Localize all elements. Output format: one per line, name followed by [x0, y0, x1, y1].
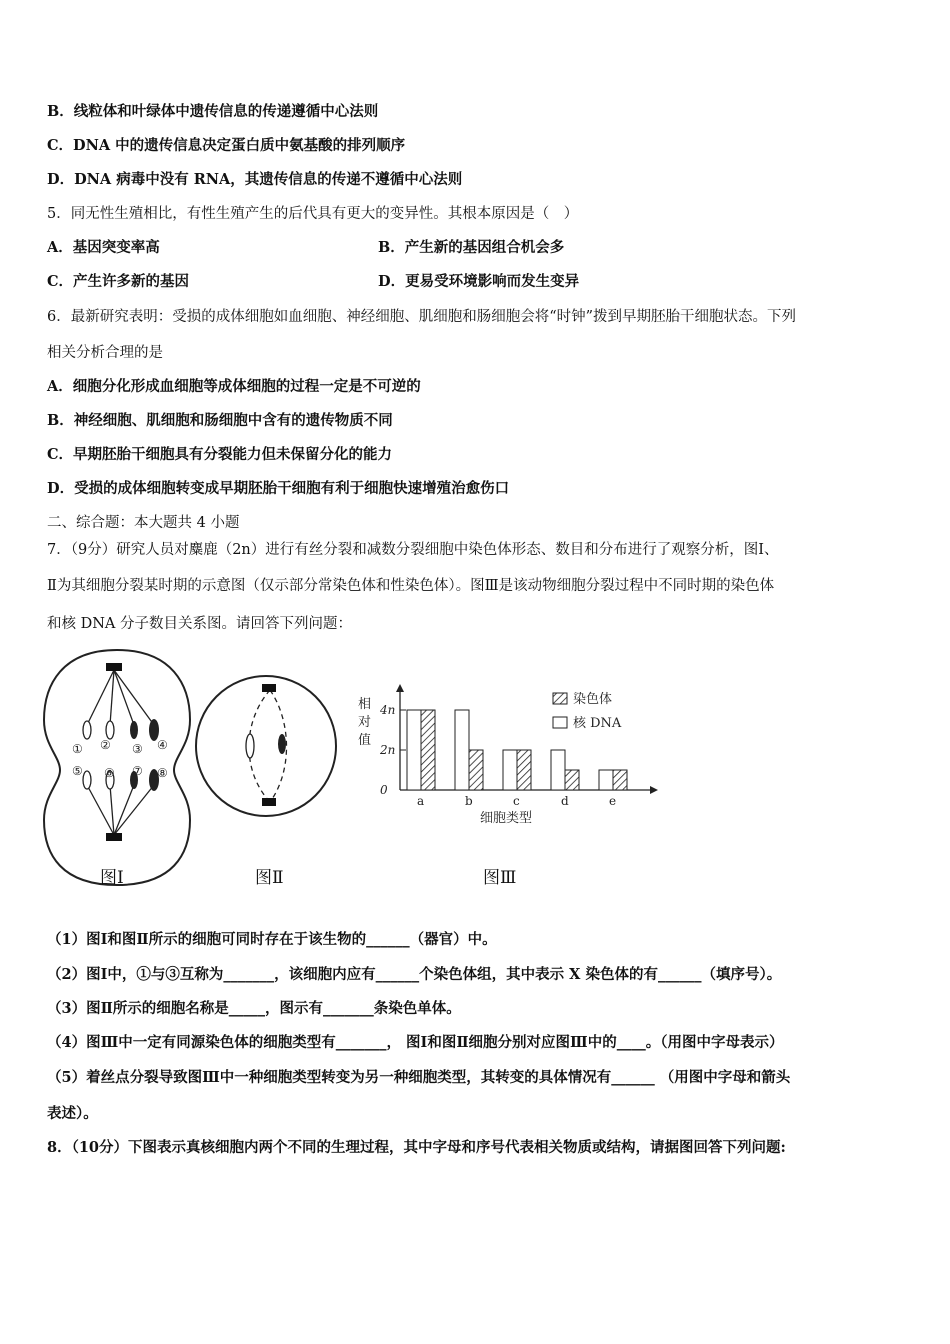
q5-option-b: B．产生新的基因组合机会多 — [378, 239, 565, 256]
bar-chromosome-e — [613, 770, 627, 790]
q6-option-c: C．早期胚胎干细胞具有分裂能力但未保留分化的能力 — [47, 446, 393, 463]
ylabel-char2: 对 — [358, 715, 372, 730]
bar-dna-e — [599, 770, 613, 790]
q7-stem-line3: 和核 DNA 分子数目关系图。请回答下列问题： — [47, 616, 353, 632]
q5-option-d: D．更易受环境影响而发生变异 — [378, 273, 580, 290]
fig1-label-7: ⑦ — [132, 764, 143, 778]
section-2-heading: 二、综合题：本大题共 4 小题 — [47, 515, 240, 531]
bar-chromosome-b — [469, 750, 483, 790]
fig1-label-4: ④ — [157, 738, 168, 752]
q7-sub-5-line2: 表述）。 — [47, 1105, 98, 1122]
q5-stem: 5．同无性生殖相比，有性生殖产生的后代具有更大的变异性。其根本原因是（ ） — [47, 206, 579, 222]
bar-dna-d — [551, 750, 565, 790]
bar-dna-b — [455, 710, 469, 790]
x-tick-label-e: e — [609, 794, 617, 808]
figure-2-cell-diagram — [192, 662, 342, 842]
y-tick-label: 4n — [380, 703, 396, 717]
legend-label-dna: 核 DNA — [573, 716, 622, 731]
figure-3-bar-chart — [350, 680, 680, 830]
fig1-label-6: ⑥ — [104, 766, 115, 780]
figure-1-cell-diagram — [42, 645, 192, 905]
bar-chromosome-a — [421, 710, 435, 790]
bar-chromosome-d — [565, 770, 579, 790]
q7-sub-2: （2）图Ⅰ中，①与③互称为_______，该细胞内应有______个染色体组，其中表示 X 染色体的有______（填序号）。 — [47, 966, 782, 983]
fig1-label-3: ③ — [132, 742, 143, 756]
x-tick-label-b: b — [465, 794, 473, 808]
q4-option-d: D．DNA 病毒中没有 RNA，其遗传信息的传递不遵循中心法则 — [47, 171, 463, 188]
x-tick-label-c: c — [513, 794, 520, 808]
q5-option-a: A．基因突变率高 — [47, 239, 160, 256]
q7-stem-line2: Ⅱ为其细胞分裂某时期的示意图（仅示部分常染色体和性染色体）。图Ⅲ是该动物细胞分裂过程中不同时期的染色体 — [47, 578, 775, 594]
figure-2-caption: 图Ⅱ — [255, 868, 284, 888]
q6-option-d: D．受损的成体细胞转变成早期胚胎干细胞有利于细胞快速增殖治愈伤口 — [47, 480, 510, 497]
q6-option-a: A．细胞分化形成血细胞等成体细胞的过程一定是不可逆的 — [47, 378, 421, 395]
q6-stem-line1: 6．最新研究表明：受损的成体细胞如血细胞、神经细胞、肌细胞和肠细胞会将“时钟”拨到早期胚胎干细胞状态。下列 — [47, 309, 797, 325]
q8-stem: 8．（10分）下图表示真核细胞内两个不同的生理过程，其中字母和序号代表相关物质或结构，请据图回答下列问题: — [47, 1139, 786, 1156]
bar-chromosome-c — [517, 750, 531, 790]
x-axis-label: 细胞类型 — [480, 811, 533, 826]
q7-sub-4: （4）图Ⅲ中一定有同源染色体的细胞类型有_______， 图Ⅰ和图Ⅱ细胞分别对应图Ⅲ中的____。（用图中字母表示） — [47, 1034, 784, 1051]
ylabel-char3: 值 — [358, 733, 372, 748]
q7-sub-1: （1）图Ⅰ和图Ⅱ所示的细胞可同时存在于该生物的______（器官）中。 — [47, 931, 497, 948]
q7-stem-line1: 7．（9分）研究人员对麋鹿（2n）进行有丝分裂和减数分裂细胞中染色体形态、数目和分布进行了观察分析，图Ⅰ、 — [47, 542, 779, 558]
fig1-label-5: ⑤ — [72, 764, 83, 778]
x-tick-label-a: a — [417, 794, 425, 808]
q4-option-c: C．DNA 中的遗传信息决定蛋白质中氨基酸的排列顺序 — [47, 137, 406, 154]
y-tick-label: 2n — [380, 743, 396, 757]
legend-swatch-chromosome — [553, 693, 567, 704]
fig1-label-1: ① — [72, 742, 83, 756]
bar-dna-c — [503, 750, 517, 790]
q6-stem-line2: 相关分析合理的是 — [47, 345, 163, 361]
figure-3-caption: 图Ⅲ — [483, 868, 517, 888]
y-tick-label: 0 — [380, 783, 388, 797]
fig1-label-2: ② — [100, 738, 111, 752]
bar-dna-a — [407, 710, 421, 790]
ylabel-char1: 相 — [358, 697, 372, 712]
q7-sub-5-line1: （5）着丝点分裂导致图Ⅲ中一种细胞类型转变为另一种细胞类型，其转变的具体情况有______ （用图中字母和箭头 — [47, 1069, 791, 1086]
q5-option-c: C．产生许多新的基因 — [47, 273, 190, 290]
figure-1-caption: 图Ⅰ — [100, 868, 124, 888]
fig1-label-8: ⑧ — [157, 766, 168, 780]
q4-option-b: B．线粒体和叶绿体中遗传信息的传递遵循中心法则 — [47, 103, 379, 120]
legend-swatch-dna — [553, 717, 567, 728]
q6-option-b: B．神经细胞、肌细胞和肠细胞中含有的遗传物质不同 — [47, 412, 393, 429]
legend-label-chromosome: 染色体 — [573, 692, 613, 707]
x-tick-label-d: d — [561, 794, 569, 808]
q7-sub-3: （3）图Ⅱ所示的细胞名称是_____，图示有_______条染色单体。 — [47, 1000, 461, 1017]
